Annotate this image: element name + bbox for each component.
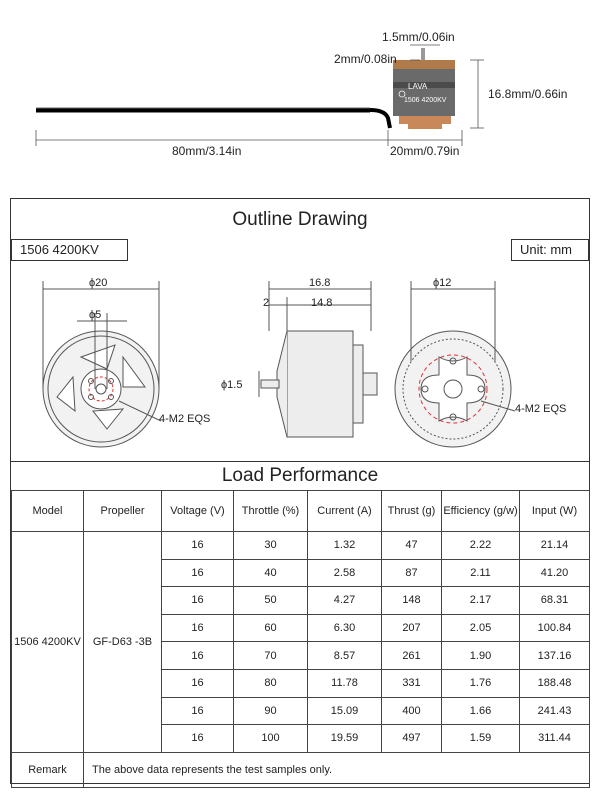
voltage-cell: 16 (162, 614, 234, 642)
efficiency-cell: 1.66 (442, 697, 520, 725)
thrust-cell: 148 (382, 587, 442, 615)
remark-label: Remark (12, 752, 84, 787)
shaft-diameter-dimension: 2mm/0.08in (334, 52, 397, 66)
model-label: 1506 4200KV (20, 242, 99, 257)
voltage-cell: 16 (162, 532, 234, 560)
header-input: Input (W) (520, 491, 590, 532)
unit-box (511, 239, 589, 261)
side-body-length: 14.8 (311, 297, 333, 309)
header-thrust: Thrust (g) (382, 491, 442, 532)
voltage-cell: 16 (162, 559, 234, 587)
current-cell: 1.32 (308, 532, 382, 560)
input-cell: 21.14 (520, 532, 590, 560)
model-box (11, 239, 128, 261)
current-cell: 8.57 (308, 642, 382, 670)
efficiency-cell: 2.17 (442, 587, 520, 615)
section-divider (11, 461, 589, 462)
table-row (12, 532, 590, 560)
shaft-length-dimension: 1.5mm/0.06in (382, 30, 455, 44)
load-performance-table (11, 490, 590, 788)
efficiency-cell: 1.59 (442, 725, 520, 753)
header-throttle: Throttle (%) (234, 491, 308, 532)
outline-drawing-title: Outline Drawing (232, 209, 368, 230)
side-total-length: 16.8 (309, 277, 331, 289)
remark-row (12, 752, 590, 787)
front-view (43, 281, 161, 447)
model-cell: 1506 4200KV (12, 532, 84, 753)
header-efficiency: Efficiency (g/w) (442, 491, 520, 532)
efficiency-cell: 1.76 (442, 669, 520, 697)
throttle-cell: 90 (234, 697, 308, 725)
wire-length-dimension: 80mm/3.14in (172, 144, 242, 158)
load-performance-title: Load Performance (221, 465, 379, 486)
header-propeller: Propeller (84, 491, 162, 532)
efficiency-cell: 2.22 (442, 532, 520, 560)
throttle-cell: 100 (234, 725, 308, 753)
current-cell: 6.30 (308, 614, 382, 642)
current-cell: 11.78 (308, 669, 382, 697)
side-left-length: 2 (263, 297, 270, 309)
front-mount-holes: 4-M2 EQS (159, 413, 211, 425)
outline-drawings (11, 261, 589, 461)
voltage-cell: 16 (162, 725, 234, 753)
current-cell: 2.58 (308, 559, 382, 587)
back-mount-holes: 4-M2 EQS (515, 403, 567, 415)
motor-model-print: 1506 4200KV (404, 97, 447, 104)
efficiency-cell: 2.11 (442, 559, 520, 587)
throttle-cell: 60 (234, 614, 308, 642)
input-cell: 68.31 (520, 587, 590, 615)
remark-text: The above data represents the test samples only. (84, 752, 590, 787)
input-cell: 241.43 (520, 697, 590, 725)
voltage-cell: 16 (162, 587, 234, 615)
thrust-cell: 497 (382, 725, 442, 753)
input-cell: 137.16 (520, 642, 590, 670)
thrust-cell: 207 (382, 614, 442, 642)
current-cell: 4.27 (308, 587, 382, 615)
thrust-cell: 400 (382, 697, 442, 725)
voltage-cell: 16 (162, 697, 234, 725)
table-header-row (12, 491, 590, 532)
front-inner-diameter: ϕ5 (89, 309, 102, 321)
throttle-cell: 50 (234, 587, 308, 615)
header-model: Model (12, 491, 84, 532)
back-view (395, 281, 515, 447)
unit-label: Unit: mm (520, 242, 572, 257)
throttle-cell: 80 (234, 669, 308, 697)
voltage-cell: 16 (162, 642, 234, 670)
brand-logo: LAVA (408, 82, 428, 91)
throttle-cell: 70 (234, 642, 308, 670)
front-outer-diameter: ϕ20 (89, 277, 108, 289)
thrust-cell: 87 (382, 559, 442, 587)
efficiency-cell: 1.90 (442, 642, 520, 670)
thrust-cell: 331 (382, 669, 442, 697)
height-dimension: 16.8mm/0.66in (488, 87, 568, 101)
current-cell: 15.09 (308, 697, 382, 725)
header-voltage: Voltage (V) (162, 491, 234, 532)
back-diameter: ϕ12 (433, 277, 452, 289)
voltage-cell: 16 (162, 669, 234, 697)
throttle-cell: 30 (234, 532, 308, 560)
input-cell: 188.48 (520, 669, 590, 697)
side-shaft-diameter: ϕ1.5 (221, 379, 243, 391)
input-cell: 311.44 (520, 725, 590, 753)
throttle-cell: 40 (234, 559, 308, 587)
width-dimension: 20mm/0.79in (390, 144, 460, 158)
current-cell: 19.59 (308, 725, 382, 753)
thrust-cell: 47 (382, 532, 442, 560)
motor-dimension-drawing (0, 0, 600, 180)
input-cell: 100.84 (520, 614, 590, 642)
propeller-cell: GF-D63 -3B (84, 532, 162, 753)
thrust-cell: 261 (382, 642, 442, 670)
input-cell: 41.20 (520, 559, 590, 587)
header-current: Current (A) (308, 491, 382, 532)
spec-sheet (10, 198, 590, 784)
efficiency-cell: 2.05 (442, 614, 520, 642)
